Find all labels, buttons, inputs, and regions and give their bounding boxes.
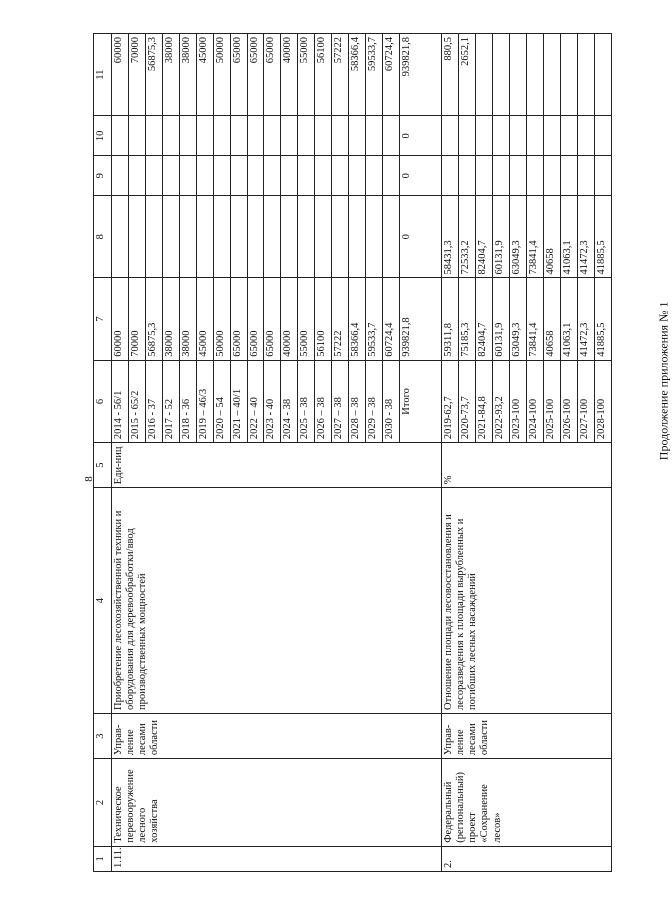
amount-federal bbox=[112, 196, 129, 278]
amount-col9 bbox=[543, 156, 560, 196]
column-number: 10 bbox=[94, 116, 112, 156]
row-name: Техническое перевооружение лесного хозяйства bbox=[112, 759, 442, 847]
amount-col10 bbox=[162, 116, 179, 156]
period-value: 2024-100 bbox=[526, 360, 543, 442]
amount-regional bbox=[526, 34, 543, 116]
amount-col10 bbox=[543, 116, 560, 156]
period-value: 2025 – 38 bbox=[298, 360, 315, 442]
amount-federal bbox=[213, 196, 230, 278]
amount-total: 41885,5 bbox=[594, 278, 611, 360]
amount-federal bbox=[366, 196, 383, 278]
column-number: 6 bbox=[94, 360, 112, 442]
amount-regional: 58366,4 bbox=[349, 34, 366, 116]
amount-col9 bbox=[332, 156, 349, 196]
amount-col9 bbox=[383, 156, 400, 196]
amount-regional: 56875,3 bbox=[145, 34, 162, 116]
period-value: 2016 - 37 bbox=[145, 360, 162, 442]
amount-col9: 0 bbox=[399, 156, 441, 196]
period-value: 2029 – 38 bbox=[366, 360, 383, 442]
period-value: 2018 - 36 bbox=[179, 360, 196, 442]
period-value: 2027-100 bbox=[577, 360, 594, 442]
amount-total: 50000 bbox=[213, 278, 230, 360]
amount-regional bbox=[476, 34, 493, 116]
amount-total: 73841,4 bbox=[526, 278, 543, 360]
amount-col10 bbox=[281, 116, 298, 156]
amount-regional bbox=[493, 34, 510, 116]
amount-col9 bbox=[230, 156, 247, 196]
row-responsible: Управ-ление лесами области bbox=[442, 714, 612, 759]
amount-total: 59533,7 bbox=[366, 278, 383, 360]
total-label: Итого bbox=[399, 360, 441, 442]
amount-total: 70000 bbox=[128, 278, 145, 360]
amount-federal: 40658 bbox=[543, 196, 560, 278]
amount-federal bbox=[230, 196, 247, 278]
period-value: 2021-84,8 bbox=[476, 360, 493, 442]
amount-col10 bbox=[349, 116, 366, 156]
amount-regional bbox=[577, 34, 594, 116]
row-name: Федеральный (региональный) проект «Сохранение лесов» bbox=[442, 759, 612, 847]
amount-col9 bbox=[349, 156, 366, 196]
amount-total: 75185,3 bbox=[459, 278, 476, 360]
amount-federal: 0 bbox=[399, 196, 441, 278]
amount-regional: 56100 bbox=[315, 34, 332, 116]
period-value: 2023-100 bbox=[510, 360, 527, 442]
amount-col10 bbox=[230, 116, 247, 156]
amount-col10 bbox=[493, 116, 510, 156]
amount-col9 bbox=[128, 156, 145, 196]
period-value: 2022-93,2 bbox=[493, 360, 510, 442]
amount-regional: 55000 bbox=[298, 34, 315, 116]
amount-total: 65000 bbox=[264, 278, 281, 360]
amount-col9 bbox=[281, 156, 298, 196]
period-value: 2025-100 bbox=[543, 360, 560, 442]
amount-regional: 45000 bbox=[196, 34, 213, 116]
amount-total: 40000 bbox=[281, 278, 298, 360]
period-value: 2014 - 56/1 bbox=[112, 360, 129, 442]
amount-col9 bbox=[112, 156, 129, 196]
amount-total: 45000 bbox=[196, 278, 213, 360]
amount-federal bbox=[162, 196, 179, 278]
amount-federal: 41885,5 bbox=[594, 196, 611, 278]
amount-col10 bbox=[112, 116, 129, 156]
amount-total: 60131,9 bbox=[493, 278, 510, 360]
table-row bbox=[442, 34, 459, 872]
amount-federal bbox=[179, 196, 196, 278]
amount-federal: 73841,4 bbox=[526, 196, 543, 278]
program-table-frame bbox=[93, 33, 612, 872]
amount-total: 65000 bbox=[247, 278, 264, 360]
amount-total: 63049,3 bbox=[510, 278, 527, 360]
amount-total: 58366,4 bbox=[349, 278, 366, 360]
column-number: 9 bbox=[94, 156, 112, 196]
amount-federal: 41063,1 bbox=[560, 196, 577, 278]
amount-regional bbox=[594, 34, 611, 116]
column-number: 7 bbox=[94, 278, 112, 360]
amount-col10 bbox=[332, 116, 349, 156]
amount-col10 bbox=[560, 116, 577, 156]
amount-col9 bbox=[459, 156, 476, 196]
amount-regional: 57222 bbox=[332, 34, 349, 116]
amount-regional bbox=[510, 34, 527, 116]
amount-regional: 38000 bbox=[179, 34, 196, 116]
row-responsible: Управ-ление лесами области bbox=[112, 714, 442, 759]
amount-regional: 50000 bbox=[213, 34, 230, 116]
amount-total: 59311,8 bbox=[442, 278, 459, 360]
period-value: 2022 – 40 bbox=[247, 360, 264, 442]
amount-federal: 72533,2 bbox=[459, 196, 476, 278]
amount-total: 38000 bbox=[179, 278, 196, 360]
amount-federal bbox=[196, 196, 213, 278]
amount-regional bbox=[560, 34, 577, 116]
amount-col10 bbox=[366, 116, 383, 156]
amount-federal bbox=[349, 196, 366, 278]
amount-regional: 38000 bbox=[162, 34, 179, 116]
amount-regional: 65000 bbox=[264, 34, 281, 116]
amount-col9 bbox=[594, 156, 611, 196]
amount-federal bbox=[247, 196, 264, 278]
amount-col9 bbox=[476, 156, 493, 196]
column-number: 3 bbox=[94, 714, 112, 759]
period-value: 2030 - 38 bbox=[383, 360, 400, 442]
amount-col10 bbox=[264, 116, 281, 156]
amount-federal bbox=[332, 196, 349, 278]
amount-regional: 939821,8 bbox=[399, 34, 441, 116]
amount-federal: 60131,9 bbox=[493, 196, 510, 278]
amount-total: 57222 bbox=[332, 278, 349, 360]
period-value: 2023 - 40 bbox=[264, 360, 281, 442]
amount-col10 bbox=[442, 116, 459, 156]
amount-col10 bbox=[213, 116, 230, 156]
amount-col10 bbox=[315, 116, 332, 156]
row-indicator: Отношение площади лесовосстановления и лесоразведения к площади вырубленных и погибших лесных насаждений bbox=[442, 488, 612, 714]
amount-regional: 2652,1 bbox=[459, 34, 476, 116]
amount-regional: 65000 bbox=[230, 34, 247, 116]
amount-federal bbox=[383, 196, 400, 278]
amount-federal bbox=[281, 196, 298, 278]
amount-col9 bbox=[526, 156, 543, 196]
amount-total: 65000 bbox=[230, 278, 247, 360]
amount-federal: 82404,7 bbox=[476, 196, 493, 278]
amount-total: 38000 bbox=[162, 278, 179, 360]
amount-col9 bbox=[196, 156, 213, 196]
amount-total: 60724,4 bbox=[383, 278, 400, 360]
amount-total: 41472,3 bbox=[577, 278, 594, 360]
amount-regional: 40000 bbox=[281, 34, 298, 116]
column-number: 5 bbox=[94, 443, 112, 488]
continuation-label: Продолжение приложения № 1 bbox=[656, 301, 671, 461]
period-value: 2017 - 52 bbox=[162, 360, 179, 442]
amount-federal bbox=[128, 196, 145, 278]
amount-regional: 880,5 bbox=[442, 34, 459, 116]
amount-col9 bbox=[442, 156, 459, 196]
amount-total: 55000 bbox=[298, 278, 315, 360]
amount-total: 82404,7 bbox=[476, 278, 493, 360]
amount-total: 56100 bbox=[315, 278, 332, 360]
amount-total: 56875,3 bbox=[145, 278, 162, 360]
amount-col10 bbox=[298, 116, 315, 156]
amount-col9 bbox=[179, 156, 196, 196]
amount-col10: 0 bbox=[399, 116, 441, 156]
amount-total: 41063,1 bbox=[560, 278, 577, 360]
column-numbers-row bbox=[94, 34, 112, 872]
row-indicator: Приобретение лесохозяйственной техники и оборудования для деревообработки/ввод производственных мощностей bbox=[112, 488, 442, 714]
amount-regional: 60724,4 bbox=[383, 34, 400, 116]
amount-federal bbox=[298, 196, 315, 278]
page-number: 8 bbox=[82, 476, 95, 482]
amount-col9 bbox=[577, 156, 594, 196]
amount-col9 bbox=[162, 156, 179, 196]
row-number: 1.11. bbox=[112, 846, 442, 871]
amount-total: 60000 bbox=[112, 278, 129, 360]
amount-col9 bbox=[510, 156, 527, 196]
period-value: 2028 – 38 bbox=[349, 360, 366, 442]
period-value: 2026-100 bbox=[560, 360, 577, 442]
row-number: 2. bbox=[442, 846, 612, 871]
amount-regional: 60000 bbox=[112, 34, 129, 116]
amount-regional: 70000 bbox=[128, 34, 145, 116]
amount-col10 bbox=[459, 116, 476, 156]
amount-federal bbox=[264, 196, 281, 278]
column-number: 8 bbox=[94, 196, 112, 278]
amount-col10 bbox=[577, 116, 594, 156]
row-unit: % bbox=[442, 443, 612, 488]
amount-col9 bbox=[145, 156, 162, 196]
column-number: 4 bbox=[94, 488, 112, 714]
period-value: 2027 – 38 bbox=[332, 360, 349, 442]
period-value: 2020-73,7 bbox=[459, 360, 476, 442]
amount-federal bbox=[145, 196, 162, 278]
amount-col10 bbox=[476, 116, 493, 156]
amount-federal: 63049,3 bbox=[510, 196, 527, 278]
amount-federal: 58431,3 bbox=[442, 196, 459, 278]
period-value: 2015 - 65/2 bbox=[128, 360, 145, 442]
period-value: 2026 – 38 bbox=[315, 360, 332, 442]
amount-col9 bbox=[493, 156, 510, 196]
amount-col9 bbox=[560, 156, 577, 196]
period-value: 2024 - 38 bbox=[281, 360, 298, 442]
amount-col9 bbox=[213, 156, 230, 196]
column-number: 2 bbox=[94, 759, 112, 847]
column-number: 11 bbox=[94, 34, 112, 116]
amount-federal bbox=[315, 196, 332, 278]
period-value: 2021 – 40/1 bbox=[230, 360, 247, 442]
amount-col10 bbox=[526, 116, 543, 156]
amount-regional bbox=[543, 34, 560, 116]
amount-col10 bbox=[383, 116, 400, 156]
period-value: 2020 – 54 bbox=[213, 360, 230, 442]
program-table bbox=[93, 33, 612, 872]
column-number: 1 bbox=[94, 846, 112, 871]
amount-col9 bbox=[264, 156, 281, 196]
row-unit: Еди-ниц bbox=[112, 443, 442, 488]
amount-col10 bbox=[145, 116, 162, 156]
amount-regional: 59533,7 bbox=[366, 34, 383, 116]
amount-col10 bbox=[179, 116, 196, 156]
table-row bbox=[112, 34, 129, 872]
amount-federal: 41472,3 bbox=[577, 196, 594, 278]
amount-col9 bbox=[298, 156, 315, 196]
amount-col10 bbox=[196, 116, 213, 156]
period-value: 2019-62,7 bbox=[442, 360, 459, 442]
amount-col10 bbox=[594, 116, 611, 156]
period-value: 2028-100 bbox=[594, 360, 611, 442]
amount-col9 bbox=[247, 156, 264, 196]
period-value: 2019 – 46/3 bbox=[196, 360, 213, 442]
amount-col9 bbox=[315, 156, 332, 196]
amount-col10 bbox=[247, 116, 264, 156]
amount-col10 bbox=[128, 116, 145, 156]
amount-col9 bbox=[366, 156, 383, 196]
amount-total: 40658 bbox=[543, 278, 560, 360]
amount-regional: 65000 bbox=[247, 34, 264, 116]
amount-col10 bbox=[510, 116, 527, 156]
amount-total: 939821,8 bbox=[399, 278, 441, 360]
